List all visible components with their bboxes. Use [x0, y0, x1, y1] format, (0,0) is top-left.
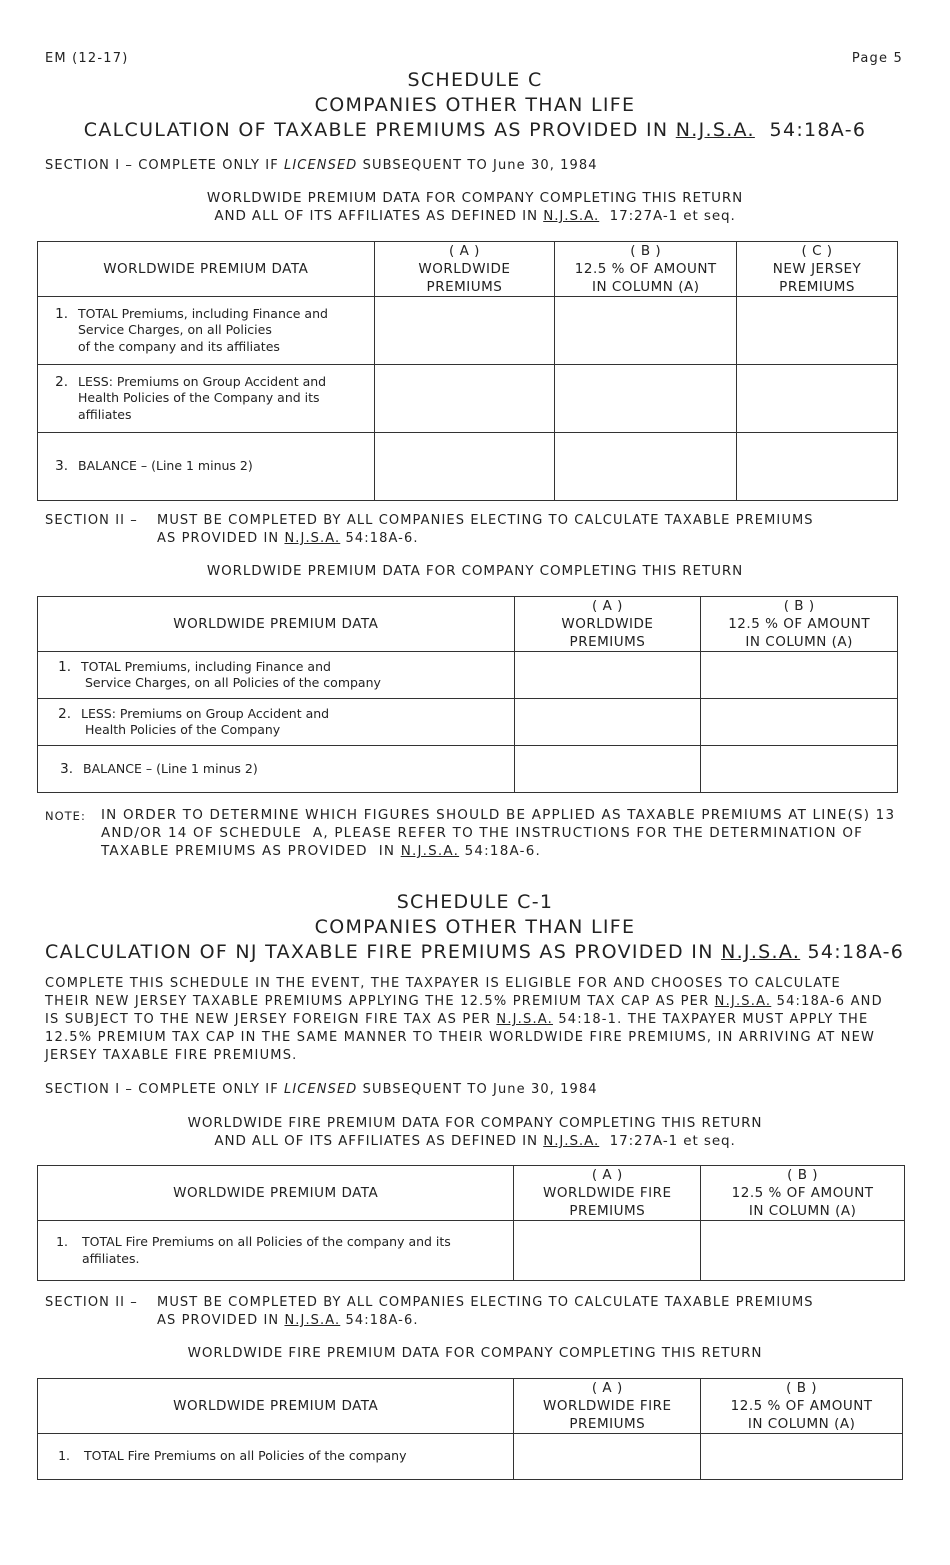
table-row [38, 652, 898, 699]
table-row [38, 746, 898, 793]
col-header-data: WORLDWIDE PREMIUM DATA [38, 597, 515, 652]
schedule-c-heading: CALCULATION OF TAXABLE PREMIUMS AS PROVIDED IN N.J.S.A. 54:18A-6 [83, 119, 867, 141]
schedule-c-section2-caption: WORLDWIDE PREMIUM DATA FOR COMPANY COMPLETING THIS RETURN [206, 563, 744, 579]
col-header-data: WORLDWIDE PREMIUM DATA [38, 1379, 514, 1434]
schedule-c-section2-text: MUST BE COMPLETED BY ALL COMPANIES ELECTING TO CALCULATE TAXABLE PREMIUMS [157, 513, 814, 528]
row-label: 2. LESS: Premiums on Group Accident and Health Policies of the Company [38, 699, 515, 746]
row-label: 1. TOTAL Fire Premiums on all Policies of the company and its affiliates. [38, 1221, 514, 1281]
schedule-c-section2-text2: AS PROVIDED IN N.J.S.A. 54:18A-6. [157, 531, 419, 546]
c1-line1-col-b-field[interactable] [701, 1221, 905, 1281]
schedule-c1-section2-text: MUST BE COMPLETED BY ALL COMPANIES ELECTING TO CALCULATE TAXABLE PREMIUMS [157, 1295, 814, 1310]
schedule-c1-section2-caption: WORLDWIDE FIRE PREMIUM DATA FOR COMPANY COMPLETING THIS RETURN [187, 1345, 763, 1361]
col-header-b: ( B ) 12.5 % OF AMOUNT IN COLUMN (A) [701, 597, 898, 652]
schedule-c1-title: SCHEDULE C-1 [396, 891, 554, 913]
line3-col-c-field[interactable] [737, 433, 898, 501]
line1-col-c-field[interactable] [737, 297, 898, 365]
row-label: 3. BALANCE – (Line 1 minus 2) [38, 433, 375, 501]
line1-col-b-field[interactable] [555, 297, 737, 365]
note-label: NOTE: [45, 809, 86, 823]
s2-line3-col-a-field[interactable] [514, 746, 701, 793]
col-header-a: ( A ) WORLDWIDE FIRE PREMIUMS [514, 1379, 701, 1434]
col-header-data: WORLDWIDE PREMIUM DATA [38, 1166, 514, 1221]
schedule-c-section1-caption2: AND ALL OF ITS AFFILIATES AS DEFINED IN N.J.S.A. 17:27A-1 et seq. [214, 208, 736, 224]
schedule-c1-section2-table [37, 1378, 903, 1480]
col-header-c: ( C ) NEW JERSEY PREMIUMS [737, 242, 898, 297]
schedule-c1-section1-caption: WORLDWIDE FIRE PREMIUM DATA FOR COMPANY COMPLETING THIS RETURN [187, 1115, 763, 1131]
table-row [38, 297, 898, 365]
c1-s2-line1-col-b-field[interactable] [701, 1434, 903, 1480]
table-row [38, 699, 898, 746]
col-header-b: ( B ) 12.5 % OF AMOUNT IN COLUMN (A) [701, 1379, 903, 1434]
schedule-c1-heading: CALCULATION OF NJ TAXABLE FIRE PREMIUMS AS PROVIDED IN N.J.S.A. 54:18A-6 [45, 941, 905, 963]
line1-col-a-field[interactable] [374, 297, 555, 365]
line2-col-a-field[interactable] [374, 365, 555, 433]
schedule-c-section1-label: SECTION I – COMPLETE ONLY IF LICENSED SUBSEQUENT TO June 30, 1984 [45, 158, 598, 173]
table-row [38, 1221, 905, 1281]
row-label: 2. LESS: Premiums on Group Accident and Health Policies of the Company and its affiliates [38, 365, 375, 433]
col-header-data: WORLDWIDE PREMIUM DATA [38, 242, 375, 297]
line3-col-b-field[interactable] [555, 433, 737, 501]
line2-col-b-field[interactable] [555, 365, 737, 433]
note-text: IN ORDER TO DETERMINE WHICH FIGURES SHOULD BE APPLIED AS TAXABLE PREMIUMS AT LINE(S) 13 AND/OR 14 OF SCHEDULE A, PLEASE REFER TO THE INSTRUCTIONS FOR THE DETERMINATION OF TAXABLE PREMIUMS AS PROVIDED IN N.J.S.A. 54:18A-6. [101, 807, 896, 859]
s2-line1-col-b-field[interactable] [701, 652, 898, 699]
line2-col-c-field[interactable] [737, 365, 898, 433]
schedule-c1-section1-label: SECTION I – COMPLETE ONLY IF LICENSED SUBSEQUENT TO June 30, 1984 [45, 1082, 598, 1097]
row-label: 1. TOTAL Premiums, including Finance and Service Charges, on all Policies of the company [38, 652, 515, 699]
schedule-c-section2-label: SECTION II – [45, 513, 138, 528]
schedule-c1-section2-label: SECTION II – [45, 1295, 138, 1310]
col-header-b: ( B ) 12.5 % OF AMOUNT IN COLUMN (A) [701, 1166, 905, 1221]
c1-s2-line1-col-a-field[interactable] [514, 1434, 701, 1480]
line3-col-a-field[interactable] [374, 433, 555, 501]
table-row [38, 433, 898, 501]
col-header-b: ( B ) 12.5 % OF AMOUNT IN COLUMN (A) [555, 242, 737, 297]
row-label: 1. TOTAL Premiums, including Finance and Service Charges, on all Policies of the company and its affiliates [38, 297, 375, 365]
schedule-c-title: SCHEDULE C [407, 69, 543, 91]
col-header-a: ( A ) WORLDWIDE PREMIUMS [374, 242, 555, 297]
c1-line1-col-a-field[interactable] [514, 1221, 701, 1281]
schedule-c1-subtitle: COMPANIES OTHER THAN LIFE [314, 916, 636, 938]
col-header-a: ( A ) WORLDWIDE PREMIUMS [514, 597, 701, 652]
col-header-a: ( A ) WORLDWIDE FIRE PREMIUMS [514, 1166, 701, 1221]
schedule-c1-section1-table [37, 1165, 905, 1281]
s2-line3-col-b-field[interactable] [701, 746, 898, 793]
s2-line2-col-a-field[interactable] [514, 699, 701, 746]
schedule-c-section1-table [37, 241, 898, 501]
row-label: 1. TOTAL Fire Premiums on all Policies of the company [38, 1434, 514, 1480]
schedule-c-subtitle: COMPANIES OTHER THAN LIFE [314, 94, 636, 116]
s2-line2-col-b-field[interactable] [701, 699, 898, 746]
page-number: Page 5 [851, 51, 903, 66]
form-id: EM (12-17) [45, 51, 129, 66]
schedule-c1-section1-caption2: AND ALL OF ITS AFFILIATES AS DEFINED IN N.J.S.A. 17:27A-1 et seq. [214, 1133, 736, 1149]
schedule-c-section2-table [37, 596, 898, 793]
table-row [38, 365, 898, 433]
s2-line1-col-a-field[interactable] [514, 652, 701, 699]
schedule-c1-section2-text2: AS PROVIDED IN N.J.S.A. 54:18A-6. [157, 1313, 419, 1328]
row-label: 3. BALANCE – (Line 1 minus 2) [38, 746, 515, 793]
schedule-c1-instructions: COMPLETE THIS SCHEDULE IN THE EVENT, THE TAXPAYER IS ELIGIBLE FOR AND CHOOSES TO CALCULATE THEIR NEW JERSEY TAXABLE PREMIUMS APPLYING THE 12.5% PREMIUM TAX CAP AS PER N.J.S.A. 54:18A-6 AND IS SUBJECT TO THE NEW JERSEY FOREIGN FIRE TAX AS PER N.J.S.A. 54:18-1. THE TAXPAYER MUST APPLY THE 12.5% PREMIUM TAX CAP IN THE SAME MANNER TO THEIR WORLDWIDE FIRE PREMIUMS, IN ARRIVING AT NEW JERSEY TAXABLE FIRE PREMIUMS. [45, 976, 883, 1063]
schedule-c-section1-caption: WORLDWIDE PREMIUM DATA FOR COMPANY COMPLETING THIS RETURN [206, 190, 744, 206]
table-row [38, 1434, 903, 1480]
